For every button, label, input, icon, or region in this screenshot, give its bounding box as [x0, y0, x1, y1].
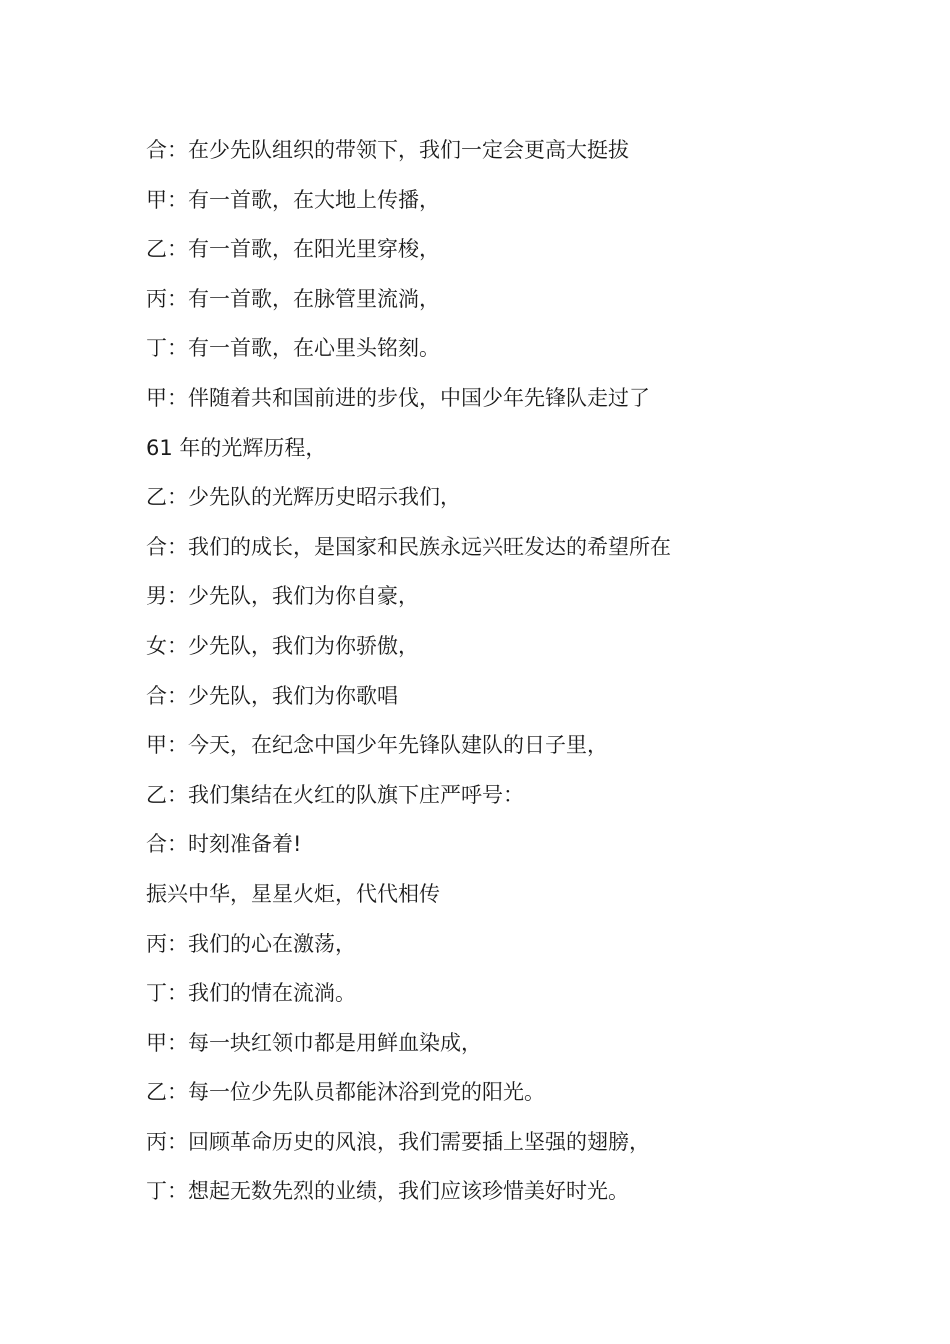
- text-line: 丁：想起无数先烈的业绩，我们应该珍惜美好时光。: [146, 1179, 629, 1204]
- text-line: 合：在少先队组织的带领下，我们一定会更高大挺拔: [146, 138, 629, 162]
- text-line: 振兴中华，星星火炬，代代相传: [146, 881, 440, 906]
- text-line: 乙：少先队的光辉历史昭示我们，: [146, 485, 461, 510]
- text-line: 甲：有一首歌，在大地上传播，: [146, 187, 440, 212]
- text-line: 丁：有一首歌，在心里头铭刻。: [146, 336, 440, 361]
- text-line: 合：少先队，我们为你歌唱: [146, 683, 398, 708]
- text-line: 甲：伴随着共和国前进的步伐，中国少年先锋队走过了: [146, 385, 650, 410]
- text-line: 乙：每一位少先队员都能沐浴到党的阳光。: [146, 1080, 545, 1105]
- text-line: 乙：有一首歌，在阳光里穿梭，: [146, 237, 440, 262]
- text-line: 女：少先队，我们为你骄傲，: [146, 633, 419, 658]
- text-line: 合：时刻准备着!: [146, 832, 302, 857]
- text-line: 甲：今天，在纪念中国少年先锋队建队的日子里，: [146, 733, 608, 758]
- text-line: 合：我们的成长，是国家和民族永远兴旺发达的希望所在: [146, 534, 671, 559]
- text-line: 男：少先队，我们为你自豪，: [146, 584, 419, 609]
- text-line: 丙：我们的心在激荡，: [146, 931, 356, 956]
- text-line: 丁：我们的情在流淌。: [146, 981, 356, 1006]
- document-body: [146, 126, 866, 1217]
- text-line: 丙：有一首歌，在脉管里流淌，: [146, 286, 440, 311]
- text-line: 61 年的光辉历程，: [146, 435, 327, 460]
- text-line: 甲：每一块红领巾都是用鲜血染成，: [146, 1030, 482, 1055]
- text-line: 丙：回顾革命历史的风浪，我们需要插上坚强的翅膀，: [146, 1129, 650, 1154]
- text-line: 乙：我们集结在火红的队旗下庄严呼号：: [146, 782, 524, 807]
